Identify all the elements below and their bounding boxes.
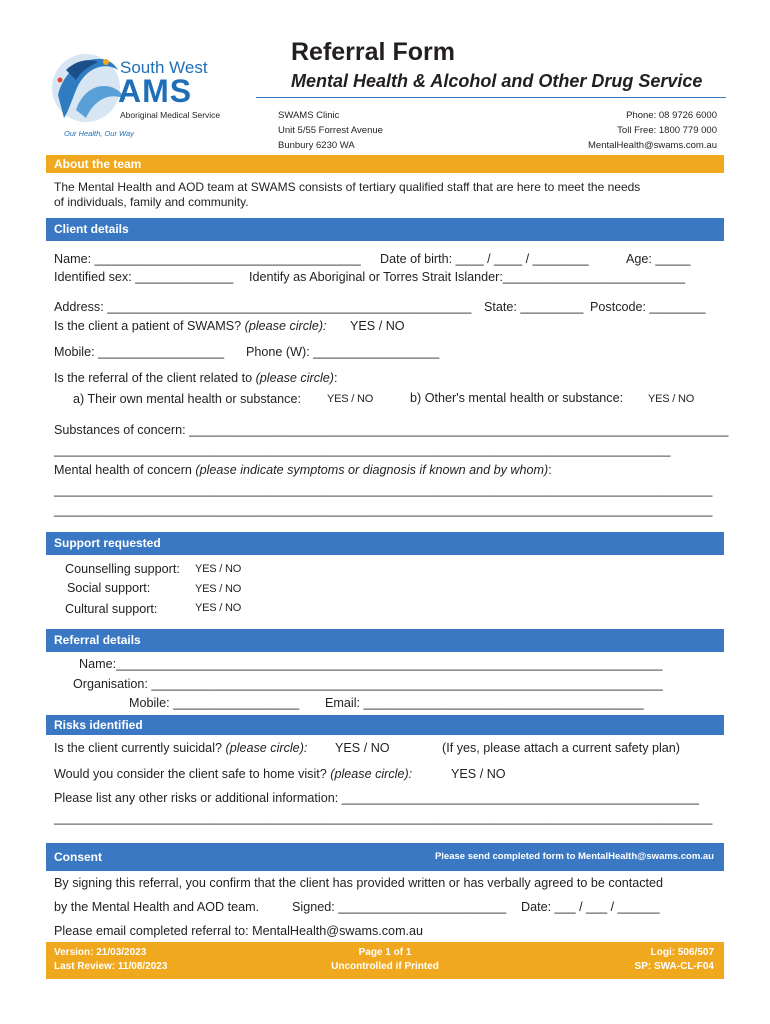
referral-related-question: Is the referral of the client related to (please circle): xyxy=(54,371,338,385)
support-requested-heading: Support requested xyxy=(46,532,724,555)
consent-heading-bar xyxy=(46,843,724,871)
about-heading: About the team xyxy=(46,155,724,173)
about-text-line2: of individuals, family and community. xyxy=(54,195,249,209)
cultural-support-label: Cultural support: xyxy=(65,602,158,616)
social-support-label: Social support: xyxy=(67,581,151,595)
sp-code-text: SP: SWA-CL-F04 xyxy=(634,961,714,972)
suicidal-yes-no[interactable]: YES / NO xyxy=(335,741,390,755)
clinic-address: SWAMS Clinic Unit 5/55 Forrest Avenue Bunbury 6230 WA xyxy=(278,110,383,151)
uncontrolled-text: Uncontrolled if Printed xyxy=(331,961,439,972)
client-postcode-field[interactable]: Postcode: ________ xyxy=(590,300,706,314)
client-state-field[interactable]: State: _________ xyxy=(484,300,584,314)
logo-line2: AMS xyxy=(118,73,193,109)
referrer-name-field[interactable]: Name:______________________________________________________________________________ xyxy=(79,657,663,671)
client-details-heading: Client details xyxy=(46,218,724,241)
swams-patient-question: Is the client a patient of SWAMS? (please circle): xyxy=(54,319,327,333)
mental-health-concern-label: Mental health of concern (please indicate symptoms or diagnosis if known and by whom): xyxy=(54,463,552,477)
risks-heading: Risks identified xyxy=(46,715,724,735)
last-review-text: Last Review: 11/08/2023 xyxy=(54,961,168,972)
substances-field-line2[interactable]: ________________________________________________________________________________________ xyxy=(54,443,671,457)
home-visit-question: Would you consider the client safe to home visit? (please circle): xyxy=(54,767,413,781)
client-dob-field[interactable]: Date of birth: ____ / ____ / ________ xyxy=(380,252,589,266)
home-visit-yes-no[interactable]: YES / NO xyxy=(451,767,506,781)
client-mobile-field[interactable]: Mobile: __________________ xyxy=(54,345,225,359)
logo-line3: Aboriginal Medical Service xyxy=(120,110,221,120)
counselling-support-yes-no[interactable]: YES / NO xyxy=(195,563,242,575)
email-referral-instruction: Please email completed referral to: MentalHealth@swams.com.au xyxy=(54,924,424,938)
header-divider xyxy=(256,97,726,98)
consent-heading: Consent xyxy=(54,850,102,864)
about-text-line1: The Mental Health and AOD team at SWAMS consists of tertiary qualified staff that are here to meet the needs xyxy=(54,180,641,194)
referral-details-heading: Referral details xyxy=(46,629,724,652)
own-health-question: a) Their own mental health or substance: xyxy=(73,392,301,406)
client-address-field[interactable]: Address: ____________________________________________________ xyxy=(54,300,472,314)
footer-bar xyxy=(46,942,724,979)
client-phone-w-field[interactable]: Phone (W): __________________ xyxy=(246,345,440,359)
client-atsi-field[interactable]: Identify as Aboriginal or Torres Strait Islander:__________________________ xyxy=(249,270,685,284)
other-health-question: b) Other's mental health or substance: xyxy=(410,391,624,405)
logo-line1: South West xyxy=(120,58,208,77)
consent-text-line2: by the Mental Health and AOD team. xyxy=(54,900,260,914)
logi-text: Logi: 506/507 xyxy=(650,947,714,958)
consent-text: By signing this referral, you confirm that the client has provided written or has verbally agreed to be contacted xyxy=(54,876,664,890)
cultural-support-yes-no[interactable]: YES / NO xyxy=(195,602,242,614)
client-name-field[interactable]: Name: ______________________________________ xyxy=(54,252,361,266)
version-text: Version: 21/03/2023 xyxy=(54,947,147,958)
client-sex-field[interactable]: Identified sex: ______________ xyxy=(54,270,234,284)
referrer-mobile-field[interactable]: Mobile: __________________ xyxy=(129,696,300,710)
date-field[interactable]: Date: ___ / ___ / ______ xyxy=(521,900,660,914)
swams-patient-yes-no[interactable]: YES / NO xyxy=(350,319,405,333)
clinic-contact: Phone: 08 9726 6000 Toll Free: 1800 779 000 MentalHealth@swams.com.au xyxy=(588,110,717,151)
own-health-yes-no[interactable]: YES / NO xyxy=(327,393,374,405)
signed-field[interactable]: Signed: ________________________ xyxy=(292,900,507,914)
other-risks-field-line2[interactable]: ______________________________________________________________________________________________ xyxy=(54,811,713,825)
swams-logo xyxy=(46,40,246,140)
safety-plan-note: (If yes, please attach a current safety plan) xyxy=(442,741,681,755)
logo-tagline: Our Health, Our Way xyxy=(64,129,134,138)
mental-health-concern-line1[interactable]: ______________________________________________________________________________________________ xyxy=(54,483,713,497)
other-risks-field[interactable]: Please list any other risks or additional information: ___________________________________________________ xyxy=(54,791,699,805)
referrer-organisation-field[interactable]: Organisation: _________________________________________________________________________ xyxy=(73,677,663,691)
referrer-email-field[interactable]: Email: ________________________________________ xyxy=(325,696,644,710)
page-number: Page 1 of 1 xyxy=(358,947,412,958)
substances-field[interactable]: Substances of concern: _____________________________________________________________________________ xyxy=(54,423,729,437)
counselling-support-label: Counselling support: xyxy=(65,562,180,576)
other-health-yes-no[interactable]: YES / NO xyxy=(648,393,695,405)
send-to-note: Please send completed form to MentalHealth@swams.com.au xyxy=(434,851,714,862)
mental-health-concern-line2[interactable]: ______________________________________________________________________________________________ xyxy=(54,503,713,517)
form-subtitle: Mental Health & Alcohol and Other Drug Service xyxy=(291,71,703,91)
suicidal-question: Is the client currently suicidal? (please circle): xyxy=(54,741,308,755)
client-age-field[interactable]: Age: _____ xyxy=(626,252,691,266)
form-title: Referral Form xyxy=(291,38,455,66)
social-support-yes-no[interactable]: YES / NO xyxy=(195,583,242,595)
